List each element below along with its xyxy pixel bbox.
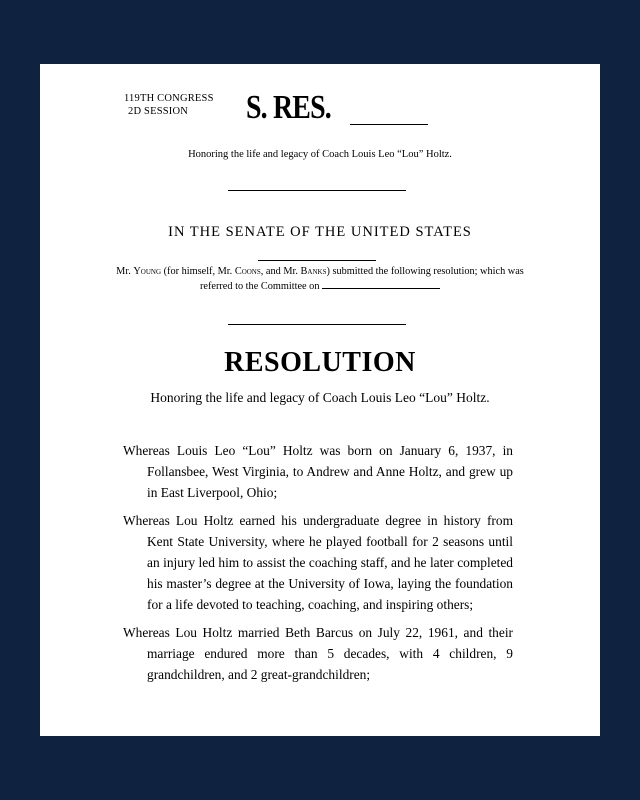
sponsor-title: Mr. bbox=[116, 266, 131, 277]
cosponsor-name: Coons bbox=[234, 266, 261, 277]
whereas-clause: Whereas Louis Leo “Lou” Holtz was born on January 6, 1937, in Follansbee, West Virginia, to Andrew and Anne Holtz, and grew up in East Liverpool, Ohio; bbox=[123, 443, 513, 500]
divider-rule bbox=[228, 324, 406, 325]
cosponsor-title: Mr. bbox=[217, 266, 233, 277]
congress-session-label bbox=[124, 92, 214, 118]
divider-rule-short bbox=[258, 260, 376, 261]
whereas-clause: Whereas Lou Holtz married Beth Barcus on July 22, 1961, and their marriage endured more than 5 decades, with 4 children, 9 grandchildren, and 2 great-grandchildren; bbox=[123, 625, 513, 682]
document-title: RESOLUTION bbox=[224, 347, 416, 378]
congress-number: 119TH CONGRESS bbox=[124, 93, 214, 104]
short-title: Honoring the life and legacy of Coach Louis Leo “Lou” Holtz. bbox=[188, 149, 452, 160]
measure-type: S. RES. bbox=[246, 89, 331, 126]
whereas-clauses bbox=[123, 440, 513, 692]
sponsors-statement bbox=[100, 265, 540, 294]
chamber-heading: IN THE SENATE OF THE UNITED STATES bbox=[168, 224, 472, 240]
resolution-purpose: Honoring the life and legacy of Coach Louis Leo “Lou” Holtz. bbox=[150, 390, 490, 405]
session-number: 2D SESSION bbox=[128, 106, 189, 117]
sponsor-text: ) submitted the following resolution; which was referred to the Committee on bbox=[199, 266, 524, 292]
committee-blank bbox=[322, 279, 440, 289]
whereas-clause: Whereas Lou Holtz earned his undergraduate degree in history from Kent State University, where he played football for 2 seasons until an injury led him to assist the coaching staff, and he later completed his master’s degree at the University of Iowa, laying the foundation for a life devoted to teaching, coaching, and inspiring others; bbox=[123, 513, 513, 612]
document-page bbox=[40, 64, 600, 736]
sponsor-text: , and Mr. bbox=[260, 266, 298, 277]
cosponsor-name: Banks bbox=[300, 266, 327, 277]
divider-rule bbox=[228, 190, 406, 191]
measure-number-blank bbox=[350, 124, 428, 125]
bill-header bbox=[40, 64, 600, 134]
sponsor-text: (for himself, bbox=[163, 266, 216, 277]
sponsor-name: Young bbox=[133, 266, 162, 277]
